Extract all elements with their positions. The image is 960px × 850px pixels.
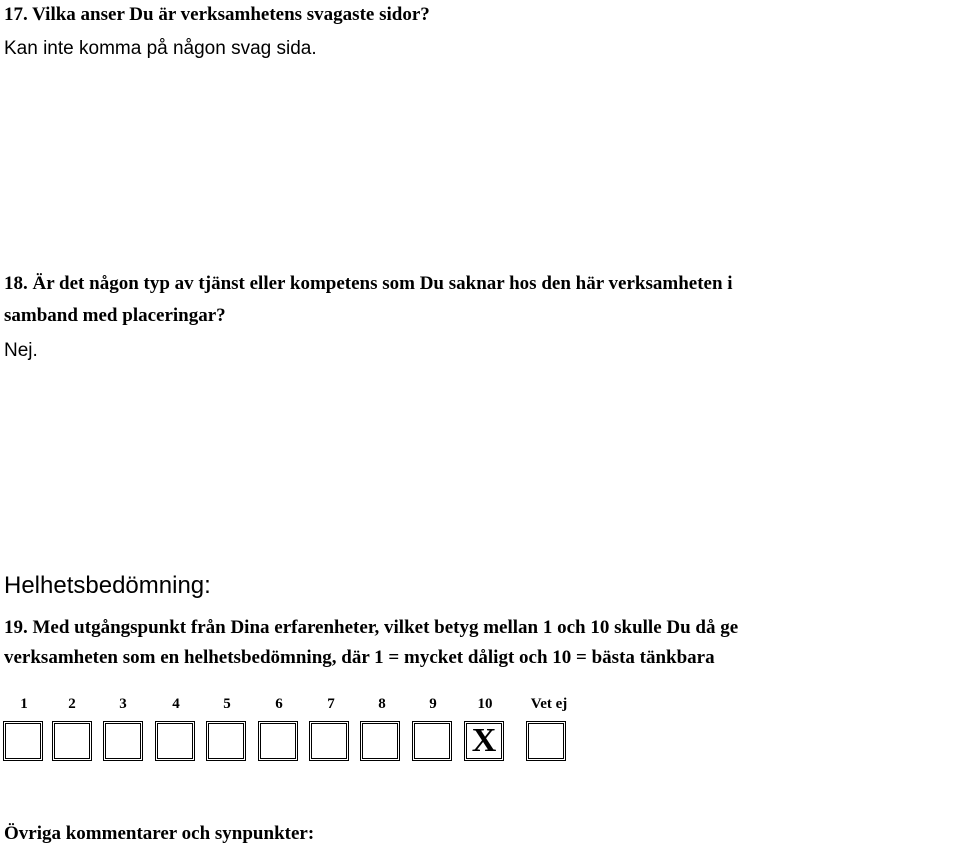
scale-label-vet-ej: Vet ej <box>530 696 568 712</box>
scale-label-9: 9 <box>429 696 437 712</box>
q19-title-line2: verksamheten som en helhetsbedömning, där 1 = mycket dåligt och 10 = bästa tänkbara <box>4 647 715 668</box>
scale-label-8: 8 <box>378 696 386 712</box>
q18-title-line1: 18. Är det någon typ av tjänst eller kompetens som Du saknar hos den här verksamheten i <box>4 273 733 294</box>
checked-x-mark: X <box>471 722 497 759</box>
scale-label-1: 1 <box>20 696 28 712</box>
rating-checkbox-5[interactable] <box>206 721 246 761</box>
rating-checkbox-9[interactable] <box>412 721 452 761</box>
scale-label-10: 10 <box>477 696 493 712</box>
rating-checkbox-8[interactable] <box>360 721 400 761</box>
rating-checkbox-1[interactable] <box>3 721 43 761</box>
overall-heading: Helhetsbedömning: <box>4 572 211 599</box>
scale-label-2: 2 <box>68 696 76 712</box>
q18-title-line2: samband med placeringar? <box>4 305 226 326</box>
scale-label-7: 7 <box>327 696 335 712</box>
rating-checkbox-3[interactable] <box>103 721 143 761</box>
q19-title-line1: 19. Med utgångspunkt från Dina erfarenheter, vilket betyg mellan 1 och 10 skulle Du då ge <box>4 617 739 638</box>
q17-answer: Kan inte komma på någon svag sida. <box>4 38 317 59</box>
comments-heading: Övriga kommentarer och synpunkter: <box>4 823 315 844</box>
rating-checkbox-4[interactable] <box>155 721 195 761</box>
scale-label-4: 4 <box>172 696 180 712</box>
rating-checkbox-vet-ej[interactable] <box>526 721 566 761</box>
q18-answer: Nej. <box>4 340 38 361</box>
scale-label-6: 6 <box>275 696 283 712</box>
rating-checkbox-10[interactable] <box>464 721 504 761</box>
scale-label-3: 3 <box>119 696 127 712</box>
rating-checkbox-2[interactable] <box>52 721 92 761</box>
q17-title: 17. Vilka anser Du är verksamhetens svagaste sidor? <box>4 4 430 25</box>
rating-checkbox-6[interactable] <box>258 721 298 761</box>
scale-label-5: 5 <box>223 696 231 712</box>
rating-checkbox-7[interactable] <box>309 721 349 761</box>
